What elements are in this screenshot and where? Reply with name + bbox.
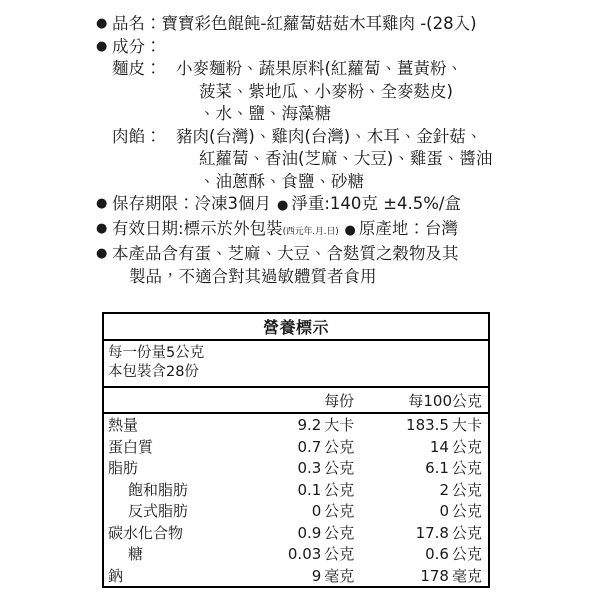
table-row — [103, 522, 489, 544]
per-serving-amount-unit: 公克 — [324, 437, 355, 456]
nutrient-name: 蛋白質 — [108, 437, 154, 456]
component-name-wrapper: 麵皮： — [112, 59, 162, 78]
bullet-icon — [96, 13, 112, 36]
nutrition-serving-row — [103, 340, 489, 387]
per-serving-amount-value: 0.3 — [297, 459, 322, 478]
component-name-wrapper: 肉餡： — [112, 126, 162, 146]
per-100g-amount-unit: 公克 — [451, 459, 482, 478]
product-name-label: 品名： — [112, 14, 162, 33]
per-100g-amount-unit: 公克 — [451, 437, 482, 456]
table-row — [103, 479, 489, 501]
per-serving-amount-value: 0.7 — [297, 437, 322, 456]
shelf-life-label: 保存期限： — [112, 194, 195, 213]
per-serving-amount — [232, 500, 361, 522]
per-serving-amount — [232, 413, 361, 436]
per-serving-amount-unit: 公克 — [324, 523, 355, 542]
ingredients-line — [96, 36, 592, 59]
product-name-text — [112, 13, 477, 36]
per-serving-amount-unit: 毫克 — [324, 566, 355, 585]
table-row — [103, 500, 489, 522]
bullet-icon — [271, 195, 291, 218]
bullet-icon — [96, 36, 112, 59]
allergen-text — [112, 243, 459, 288]
origin-label: 原產地： — [358, 218, 425, 238]
per-100g-amount-value: 6.1 — [425, 459, 449, 478]
bullet-icon — [339, 220, 359, 243]
per-serving-amount-unit: 大卡 — [324, 416, 355, 435]
per-100g-amount — [360, 500, 489, 522]
product-name-line — [96, 13, 592, 36]
per-100g-amount — [360, 522, 489, 544]
nutrient-name: 反式脂肪 — [128, 502, 189, 521]
per-100g-amount-value: 0.6 — [425, 545, 449, 564]
table-row — [103, 543, 489, 565]
nutrition-title: 營養標示 — [103, 313, 489, 340]
component-line: 小麥麵粉、蔬果原料(紅蘿蔔、薑黃粉、 — [176, 59, 463, 78]
per-100g-amount-unit: 大卡 — [451, 416, 482, 435]
product-name-value: 寶寶彩色餛飩-紅蘿蔔菇菇木耳雞肉 -(28入) — [161, 14, 477, 33]
bullet-icon — [96, 243, 112, 266]
table-row — [103, 457, 489, 479]
component-value-wrapper — [176, 58, 592, 126]
ingredients-label: 成分： — [112, 36, 162, 56]
component-line: 、油蔥酥、食鹽、砂糖 — [199, 171, 364, 191]
per-serving-amount-value: 0.9 — [297, 523, 322, 542]
per-100g-amount-value: 178 — [420, 566, 449, 585]
per-100g-amount-value: 2 — [439, 480, 449, 499]
nutrition-column-header-row — [103, 387, 489, 413]
bullet-icon — [96, 193, 112, 216]
nutrition-rows-body — [103, 413, 489, 587]
per-100g-amount — [360, 436, 489, 458]
per-100g-amount-unit: 毫克 — [451, 566, 482, 585]
shelf-life-and-weight-line — [96, 193, 592, 218]
per-serving-amount — [232, 479, 361, 501]
per-100g-amount-unit: 公克 — [451, 480, 482, 499]
column-header-nutrient — [103, 387, 232, 413]
expiry-label: 有效日期: — [112, 218, 184, 238]
nutrition-facts-panel — [102, 312, 490, 588]
allergen-line-1: 本產品含有蛋、芝麻、大豆、含麩質之穀物及其 — [112, 244, 459, 263]
table-row — [103, 413, 489, 436]
per-serving-amount-value: 0.1 — [297, 480, 322, 499]
ingredient-component-wrapper — [96, 126, 592, 194]
nutrient-name: 碳水化合物 — [108, 523, 184, 542]
expiry-value: 標示於外包裝 — [183, 218, 283, 238]
nutrient-name: 脂肪 — [108, 459, 139, 478]
per-serving-amount — [232, 543, 361, 565]
per-serving-amount — [232, 436, 361, 458]
table-row — [103, 436, 489, 458]
per-100g-amount — [360, 565, 489, 588]
per-100g-amount-value: 0 — [439, 502, 449, 521]
serving-size: 每一份量5公克 — [108, 345, 205, 361]
component-line: 豬肉(台灣)、雞肉(台灣)、木耳、金針菇、 — [176, 126, 483, 146]
shelf-life-value: 冷凍3個月 — [194, 194, 271, 213]
per-serving-amount-unit: 公克 — [324, 502, 355, 521]
shelf-life-and-weight-text — [112, 193, 461, 218]
allergen-line — [96, 243, 592, 288]
per-serving-amount-value: 0 — [311, 502, 322, 521]
per-serving-amount — [232, 565, 361, 588]
nutrient-name: 糖 — [128, 545, 144, 564]
per-serving-amount-unit: 公克 — [324, 545, 355, 564]
origin-value: 台灣 — [424, 218, 458, 238]
per-serving-amount-unit: 公克 — [324, 480, 355, 499]
expiry-format-note: (西元年.月.日) — [282, 226, 339, 237]
per-100g-amount — [360, 543, 489, 565]
net-weight-label: 淨重: — [291, 194, 330, 213]
component-value-wrapper — [176, 126, 592, 194]
nutrient-name: 飽和脂肪 — [128, 480, 189, 499]
per-100g-amount-unit: 公克 — [451, 545, 482, 564]
expiry-and-origin-line — [96, 218, 592, 244]
column-header-per-serving: 每份 — [232, 387, 361, 413]
per-100g-amount-value: 14 — [429, 437, 449, 456]
per-100g-amount — [360, 413, 489, 436]
component-line: 菠菜、紫地瓜、小麥粉、全麥麩皮) — [199, 81, 453, 101]
per-serving-amount — [232, 522, 361, 544]
expiry-and-origin-text — [112, 218, 458, 244]
per-serving-amount — [232, 457, 361, 479]
ingredient-component-wrapper — [96, 58, 592, 126]
per-serving-amount-value: 0.03 — [287, 545, 322, 564]
component-line: 、水、鹽、海藻糖 — [199, 104, 331, 123]
nutrient-name: 熱量 — [108, 416, 139, 435]
nutrition-facts-table — [102, 312, 490, 588]
nutrient-name: 鈉 — [108, 566, 124, 585]
per-100g-amount-unit: 公克 — [451, 523, 482, 542]
component-line: 紅蘿蔔、香油(芝麻、大豆)、雞蛋、醬油 — [199, 149, 493, 168]
serving-info — [103, 340, 489, 387]
per-serving-amount-value: 9.2 — [297, 416, 322, 435]
net-weight-value: 140克 ±4.5%/盒 — [329, 194, 461, 213]
per-100g-amount — [360, 457, 489, 479]
per-100g-amount-value: 183.5 — [406, 416, 449, 435]
per-100g-amount-unit: 公克 — [451, 502, 482, 521]
table-row — [103, 565, 489, 588]
nutrition-title-row — [103, 313, 489, 340]
info-block — [0, 13, 600, 288]
per-100g-amount-value: 17.8 — [415, 523, 449, 542]
allergen-line-2: 製品，不適合對其過敏體質者食用 — [129, 266, 377, 286]
per-100g-amount — [360, 479, 489, 501]
per-serving-amount-value: 9 — [311, 566, 322, 585]
servings-per-pack: 本包裝含28份 — [108, 364, 199, 380]
per-serving-amount-unit: 公克 — [324, 459, 355, 478]
column-header-per-100g: 每100公克 — [360, 387, 489, 413]
bullet-icon — [96, 218, 112, 241]
